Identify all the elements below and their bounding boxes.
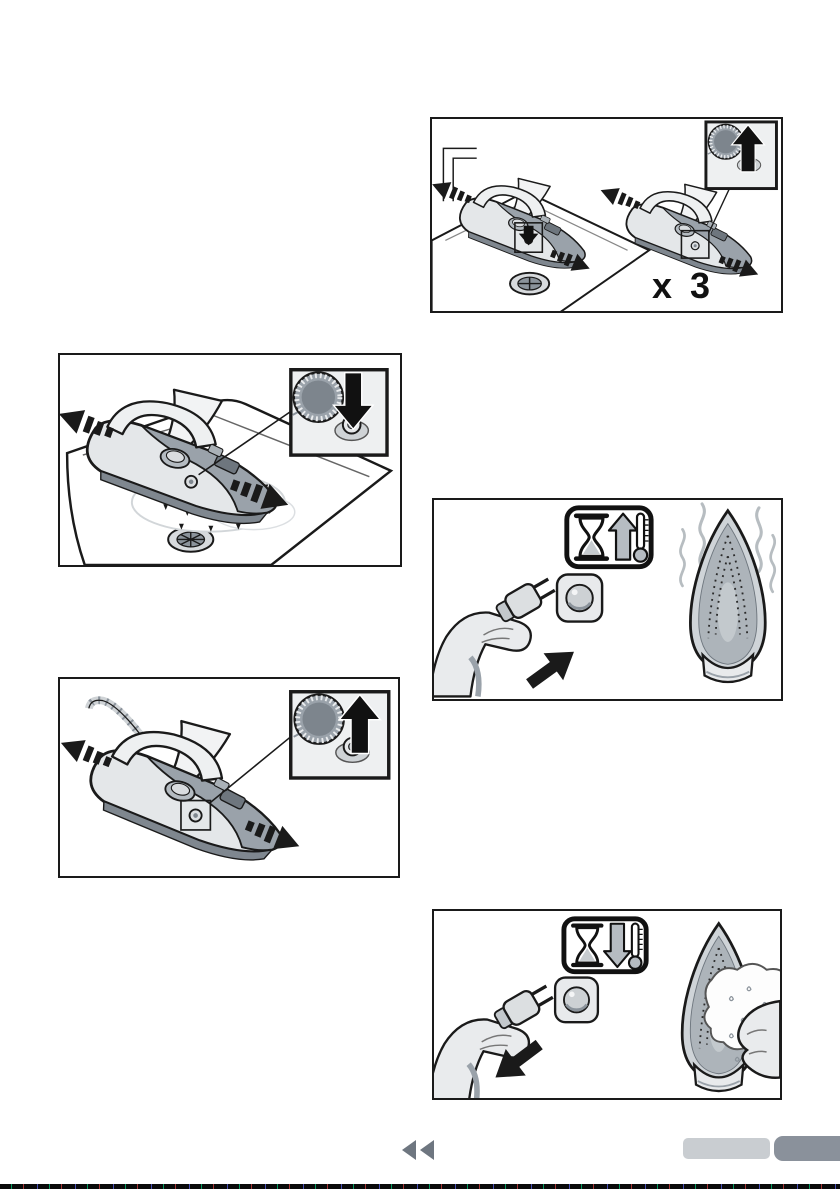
figure-shake-iron	[58, 677, 400, 878]
inset-valve-detail	[706, 122, 777, 189]
wait-cool-badge	[564, 919, 646, 972]
wait-heat-badge	[567, 508, 651, 567]
inset-valve-detail	[291, 370, 387, 455]
solid-arrow-up-right-icon	[520, 638, 584, 697]
page-tab-light	[683, 1138, 770, 1159]
page-tab-dark	[774, 1136, 840, 1161]
figure-empty-water-into-sink	[58, 353, 402, 567]
inset-valve-detail	[291, 692, 389, 778]
page-bottom-edge	[0, 1184, 840, 1189]
figure-plug-in-heat-up	[432, 498, 783, 701]
socket-icon	[555, 978, 598, 1023]
hand-with-plug	[434, 980, 556, 1098]
socket-icon	[557, 575, 602, 622]
figure-unplug-cool-wipe	[432, 909, 782, 1100]
figure-shake-iron-art	[60, 679, 398, 876]
figure-unplug-art	[434, 911, 780, 1098]
double-back-triangles-icon	[402, 1140, 438, 1160]
iron-illustration	[80, 702, 305, 870]
figure-shake-over-sink-x3	[430, 117, 783, 313]
repeat-count-label: x 3	[651, 265, 715, 306]
figure-plug-in-art	[434, 500, 781, 699]
figure-empty-water-art	[60, 355, 400, 565]
